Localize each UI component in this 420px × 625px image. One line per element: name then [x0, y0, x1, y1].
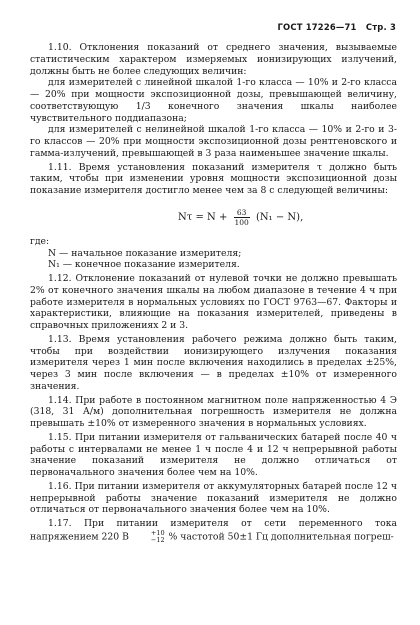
paragraph-1-16: 1.16. При питании измерителя от аккумуляторных батарей после 12 ч непрерывной работы значение показаний измерителя не должно отличаться от первоначального значения более чем на 10%. [30, 480, 397, 516]
formula-lhs: Nτ = N + [178, 211, 228, 223]
page-label: Стр. 3 [365, 22, 396, 32]
paragraph-1-10-nonlinear: для измерителей с нелинейной шкалой 1-го класса — 10% и 2-го и 3-го классов — 20% при мощности экспозиционной дозы рентгеновского и гамма-излучений, превышающей в 3 раза наименьшее значение шкалы. [30, 124, 397, 159]
definition-n: N — начальное показание измерителя; [48, 247, 242, 259]
paragraph-1-15: 1.15. При питании измерителя от гальванических батарей после 40 ч работы с интервалами не менее 1 ч после 4 и 12 ч непрерывной работы значение показаний измерителя не должно отличаться от первоначального значения более чем на 10%. [30, 431, 397, 478]
where-label: где: [30, 235, 50, 247]
paragraph-1-12: 1.12. Отклонение показаний от нулевой точки не должно превышать 2% от конечного значения шкалы на любом диапазоне в течение 4 ч при работе измерителя в нормальных условиях по ГОСТ 9763—67. Факторы и характеристики, влияющие на показания измерителей, приведены в справочных приложениях 2 и 3. [30, 273, 397, 331]
page-header [278, 22, 396, 32]
paragraph-1-11: 1.11. Время установления показаний измерителя τ должно быть таким, чтобы при изменении уровня мощности экспозиционной дозы показание измерителя достигло менее чем за 8 с следующей величины: [30, 161, 397, 196]
paragraph-1-17 [30, 518, 397, 544]
tolerance-plus: +10 [150, 528, 165, 537]
paragraph-1-17-start: 1.17. При питании измерителя от сети переменного тока напряжением 220 В [30, 518, 397, 543]
paragraph-1-10-linear: для измерителей с линейной шкалой 1-го класса — 10% и 2-го класса — 20% при мощности экспозиционной дозы, превышающей величину, соответствующую 1/3 конечного значения шкалы наиболее чувствительного поддиапазона; [30, 77, 397, 124]
tolerance-minus: −12 [150, 535, 165, 544]
standard-number: ГОСТ 17226—71 [277, 22, 357, 32]
fraction-numerator: 63 [234, 208, 250, 218]
paragraph-1-10: 1.10. Отклонения показаний от среднего значения, вызываемые статистическим характером измеряемых ионизирующих излучений, должны быть не более следующих величин: [30, 42, 397, 77]
document-body [30, 42, 397, 544]
definition-n1: N₁ — конечное показание измерителя. [48, 259, 240, 271]
fraction-denominator: 100 [234, 217, 249, 227]
formula-block [30, 200, 397, 234]
paragraph-1-13: 1.13. Время установления рабочего режима должно быть таким, чтобы при воздействии ионизирующего излучения показания измерителя через 1 мин после включения находились в пределах ±25%, через 3 мин после включения — в пределах ±10% от измеренного значения. [30, 333, 397, 392]
formula-fraction [234, 208, 250, 227]
paragraph-1-17-end: % частотой 50±1 Гц дополнительная погреш- [168, 531, 394, 543]
paragraph-1-14: 1.14. При работе в постоянном магнитном поле напряженностью 4 Э (318, 31 А/м) дополнительная погрешность измерителя не должна превышать ±10% от измеренного значения в нормальных условиях. [30, 394, 397, 429]
formula-rhs: (N₁ − N), [256, 211, 304, 223]
voltage-tolerance [133, 530, 165, 544]
